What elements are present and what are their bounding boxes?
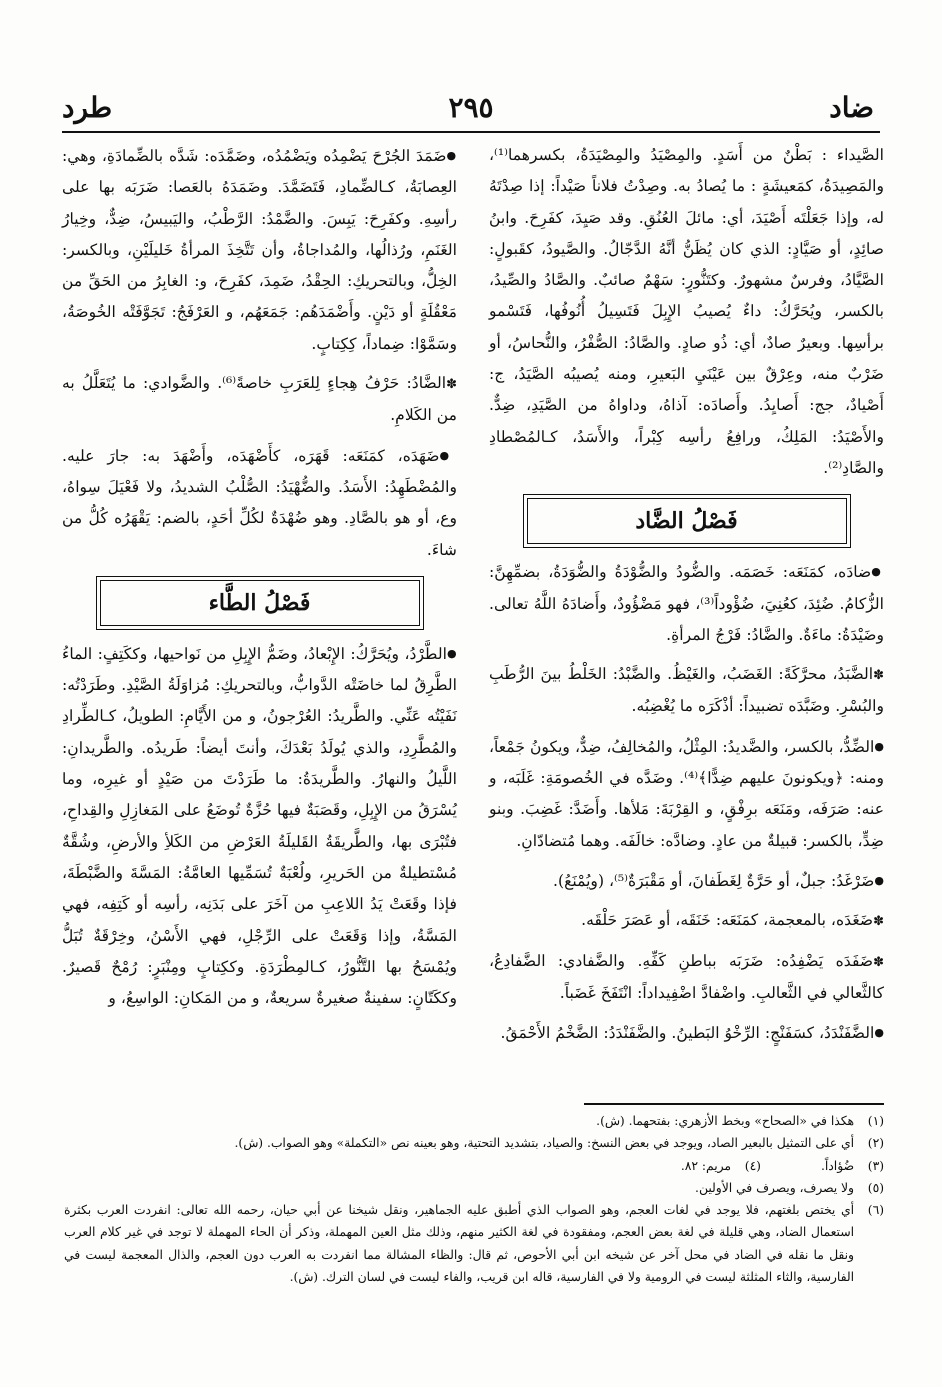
footnote-number: (٢) [867,1136,884,1151]
footnote-text: ضُؤاداً. [820,1158,854,1173]
footnote-rule [584,1103,884,1105]
entry-damad: ● ضَمَدَ الجُرْحَ يَضْمِدُه ويَضْمُدُه، وضَمَّدَه: شَدَّه بالضِّمادَةِ، وهي: العِصابَةُ، كـالضِّمادِ، فَتَضَمَّدَ. وضَمَدَهُ بالعَصا: ضَرَبَه بها على رأسِهِ. وكفَرِحَ: يَبِسَ. والضَّمْدُ: الرَّطْبُ، واليَبيسُ، ضِدٌّ، وخِيارُ الغَنَمِ، ورُذالُها، والمُداجاةُ، وأن تَتَّخِذَ المرأةُ خَليلَيْنِ، وبالكسر: الخِلُّ، وبالتحريكِ: الحِقْدُ، ضَمِدَ، كفَرِحَ، و: الغابِرُ من الحَقِّ من مَعْقُلَةٍ أو دَيْنٍ. وأَضْمَدَهُم: جَمَعَهُم، و العَرْفَجُ: تَجَوَّفَتْه الخُوصَةُ، وسَمَّوْا: ضِماداً، كِكِتابٍ. [62,140,457,360]
footnote [681,1155,761,1177]
entry-dahad: ● ضَهَدَه، كمَنَعَه: قَهَرَه، كأَضْهَدَه، وأَضْهَدَ به: جارَ عليه. والمُضْطَهِدُ: الأَسَدُ. والضُّهْيَدُ: الصُّلْبُ الشديدُ، ولا فَعْيَلَ سِواهُ، وع، أو هو بالصَّادِ. وهو ضُهْدَةٌ لكُلِّ أحَدٍ، بالضم: يَقْهَرُه كُلُّ من شاءَ. [62,440,457,566]
header-rule [62,131,880,133]
left-column [62,140,457,1014]
footnote-row [64,1155,884,1177]
footnote [821,1155,884,1177]
entry-tard: ● الطَّرْدُ، ويُحَرَّكُ: الإِبْعادُ، وضَمُّ الإِبِلِ من نَواحيها، وككَتِفٍ: الماءُ الطَّرِقُ لما خاضَتْه الدَّوابُّ، وبالتحريكِ: مُزاوَلَةُ الصَّيْدِ. وطَرَدْتُه: نَفَيْتُه عَنِّي. والطَّريدُ: العُرْجونُ، و من الأَيَّامِ: الطويلُ، كـالطِّرادِ والمُطَّرِدِ، والذي يُولَدُ بَعْدَكَ، وأنتَ أيضاً: طَريدُه. والطَّريدانِ: اللَّيلُ والنهارُ. والطَّريدَةُ: ما طَرَدْتَ من صَيْدٍ أو غيرِه، وما يُسْرَقُ من الإِبِلِ، وقَصَبَةٌ فيها حُزَّةٌ تُوضَعُ على المَغازِلِ والقِداحِ، فتُبْرَى بها، والطَّريقَةُ القَليلَةُ العَرْضِ من الكَلأِ والأرضِ، وشُقَّةٌ مُسْتطيلةٌ من الحَريرِ، ولُعْبَةٌ تُسَمِّيها العامَّةُ: المَسَّةَ والضَّبْطَةَ، فإذا وقَعَتْ يَدُ اللاعِبِ من آخَرَ على بَدَنِه، رأسِه أو كَتِفِه، فهي المَسَّةُ، وإذا وَقَعَتْ على الرِّجْلِ، فهي الأَسْنُ، وخِرْقَةٌ تُبَلُّ ويُمْسَحُ بها التَّنُّورُ، كـالمِطْرَدَةِ. وككِتابٍ ومِنْبَرٍ: رُمْحٌ قَصيرٌ. وككَتّانٍ: سفينةٌ صغيرةٌ سريعةٌ، و من المَكانِ: الواسِعُ، و [62,638,457,1015]
section-heading-ta: فَصْلُ الطَّاء [100,580,420,626]
footnote-number: (٦) [867,1203,884,1218]
running-head-right: ضاد [829,91,874,124]
page-number: ٢٩٥ [448,91,494,124]
entry-didd: ● الضِّدُّ، بالكسر، والضَّديدُ: المِثْلُ، والمُخالِفُ، ضِدٌّ، ويكونُ جَمْعاً، ومنه: ﴿ويكونونَ عليهم ضِدًّا﴾⁽⁴⁾. وضَدَّه في الخُصومَةِ: غَلَبَه، و عنه: صَرَفَه، ومَنَعَه برِفْقٍ، و القِرْبَةَ: مَلأها. وأَضَدَّ: غَضِبَ. وبنو ضِدٍّ، بالكسر: قبيلةٌ من عادٍ. وضادَّه: خالَفَه. وهما مُتضادّانِ. [489,731,884,857]
entry-dafad: ✽ ضَفَدَه يَضْفِدُه: ضَرَبَه بباطنِ كَفِّهِ. والضَّفادي: الضَّفادِعُ، كالثَّعالي في الثَّعالبِ. واضْفادَّ اضْفِيداداً: انْتَفَخَ غَضَباً. [489,946,884,1010]
running-head-left: طرد [62,91,113,124]
right-column [489,140,884,1049]
entry-dargad: ● ضَرْغَدُ: جبلٌ، أو حَرَّةٌ لِغَطَفانَ، أو مَقْبَرَةٌ⁽⁵⁾، (ويُمْنَعُ). [489,865,884,897]
footnote-number: (٣) [867,1158,884,1173]
footnote-text: أي على التمثيل بالبعير الصاد، ويوجد في بعض النسخ: والصياد، بتشديد التحتية، وهو بعينه نص «التكملة» وهو الصواب. (ش). [234,1136,854,1151]
footnote [64,1177,884,1199]
entry-sayd-continued: الصَّيداء : بَطْنٌ من أَسَدٍ. والمِصْيَدُ والمِصْيَدَةُ، بكسرهما⁽¹⁾، والمَصِيدَةُ، كمَعيشَةٍ : ما يُصادُ به. وصِدْتُ فلاناً صَيْداً: إذا صِدْتَهُ له، وإذا جَعَلْتَه أَصْيَدَ، أي: مائلَ العُنُقِ. وقد صَيِدَ، كفَرِحَ. وابنُ صائِدٍ، أو صَيَّادٍ: الذي كان يُظَنُّ أنَّهُ الدَّجّالُ. والصَّيودُ، كقَبولٍ: الصَّيَّادُ، وفرسٌ مشهورٌ. وكتَنُّورٍ: سَهْمٌ صائبٌ. والصَّادُ والصِّيدُ، بالكسر، ويُحَرَّكُ: داءٌ يُصيبُ الإِبِلَ فَتَسِيلُ أُنُوفُها، فَتَسْمو برأسِها. وبعيرٌ صادٌ، أي: ذُو صادٍ. والصَّادُ: الصُّفْرُ، والنُّحاسُ، أو ضَرْبٌ منه، وعِرْقٌ بين عَيْنَيِ البَعيرِ، ومنه يُصيبُه الصَّيَدُ، ج: أَصْيادٌ، جج: أَصايِدُ. وأَصادَه: آذاهُ، وداواهُ من الصَّيَدِ، ضِدٌّ. والأَصْيَدُ: المَلِكُ، ورافِعُ رأسِه كِبْراً، والأَسَدُ، كـالمُصْطادِ والصَّادِ⁽²⁾. [489,146,884,477]
footnote-number: (١) [867,1114,884,1128]
entry-dafandad: ● الضَّفَنْدَدُ، كسَفَنْجٍ: الرِّخْوُ البَطينُ. والضَّفَنْدَدُ: الضَّخْمُ الأَحْمَقُ. [489,1017,884,1049]
footnote-number: (٤) [744,1158,761,1173]
footnote [64,1199,884,1288]
entry-dagad: ✽ ضَغَدَه، بالمعجمة، كمَنَعَه: خَنَقَه، أو عَصَرَ حَلْقَه. [489,905,884,937]
footnote-text: مريم: ٨٢. [680,1158,731,1173]
entry-dad: ● ضادَه، كمَنَعَه: خَصَمَه. والضُّودُ والضُّوْدَةُ والضُّوَدَةُ، بضمِّهِنَّ: الزُّكامُ. ضُئِدَ، كعُنِيَ، ضُؤْوداً⁽³⁾، فهو مَضْؤُودٌ، وأَضادَهُ اللَّهُ تعالى. وضَيْدَةُ: ماءَةٌ. والضَّادُ: فَرْجُ المرأةِ. [489,556,884,651]
footnote-text: ولا يصرف، ويصرف في الأولين. [695,1180,854,1195]
footnotes [64,1110,884,1288]
footnote-number: (٥) [867,1180,884,1195]
footnote [64,1110,884,1132]
footnote-text: هكذا في «الصحاح» وبخط الأزهري: بفتحهما. (ش). [596,1114,854,1128]
section-heading-dad: فَصْلُ الضَّاد [527,498,847,544]
footnote [64,1132,884,1154]
entry-dad-letter: ✽ الضَّادُ: حَرْفُ هِجاءٍ لِلعَرَبِ خاصةً⁽⁶⁾. والضَّوادي: ما يُتَعَلَّلُ به من الكَلامِ. [62,368,457,432]
entry-dabad: ✽ الضَّبَدُ، محرَّكَةً: الغَضَبُ، والغَيْظُ. والضَّبْدُ: الخَلْطُ بينَ الرُّطَبِ والبُسْرِ. وضَبَّدَه تضبيداً: أذْكَرَه ما يُغْضِبُه. [489,659,884,723]
footnote-text: أي يختص بلغتهم، فلا يوجد في لغات العجم، وهو الصواب الذي أطبق عليه الجماهير، ونقل شيخنا عن أبي حيان، رحمه الله تعالى: انفردت العرب بكثرة استعمال الضاد، وهي قليلة في لغة بعض العجم، ومفقودة في لغة الكثير منهم، وذلك مثل العين المهملة، وذكر أن الحاء المهملة لا توجد في غير كلام العرب ونقل ما نقله في الضاد في محل آخر عن شيخه ابن أبي الأحوص، ثم قال: والظاء المشالة مما انفردت به العرب دون العجم، والذال المعجمة ليست في الفارسية، والثاء المثلثة ليست في الرومية ولا في الفارسية، قاله ابن قريب، والفاء ليست في لسان الترك. (ش). [64,1203,854,1285]
